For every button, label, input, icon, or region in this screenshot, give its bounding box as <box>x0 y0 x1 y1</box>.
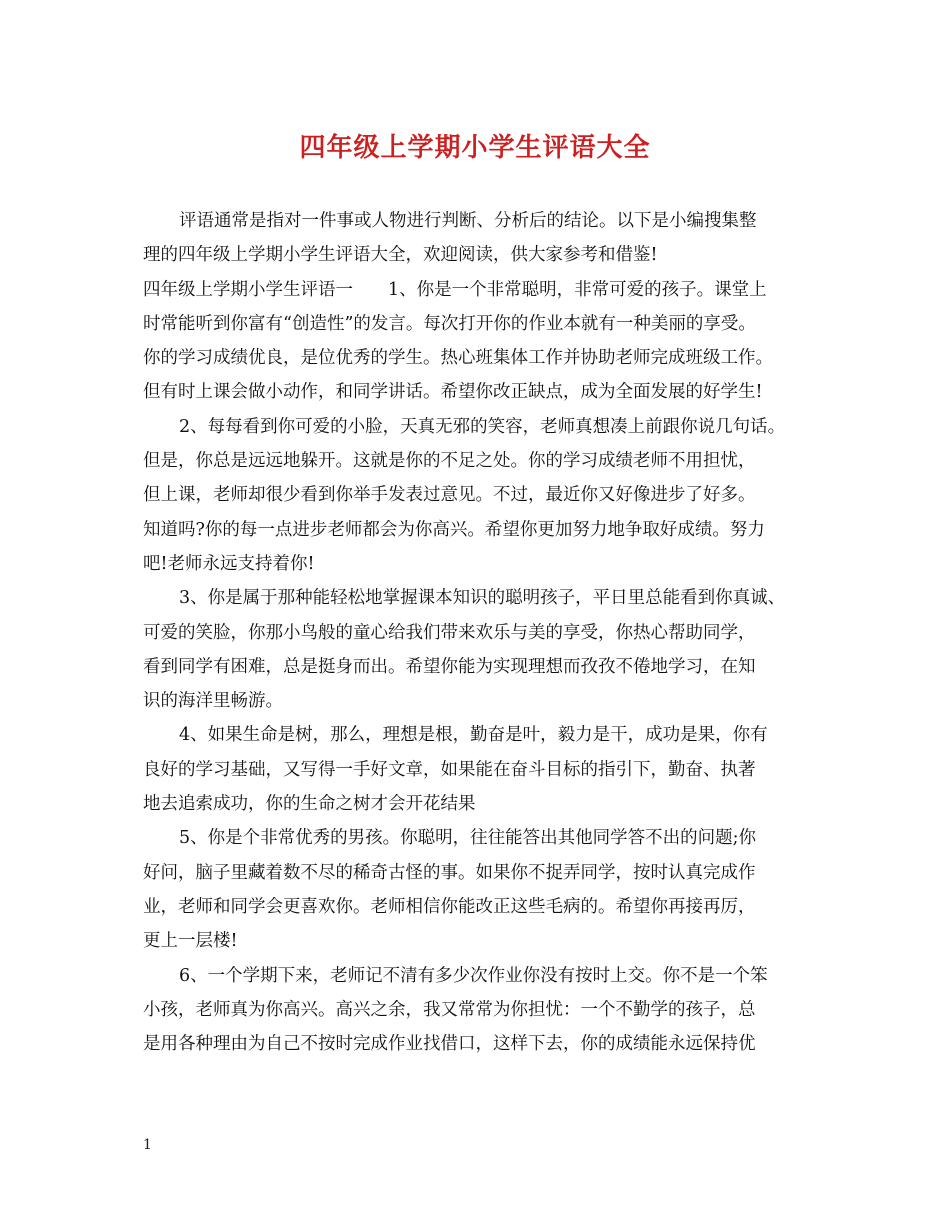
document-body <box>143 204 815 1061</box>
text-line: 但上课，老师却很少看到你举手发表过意见。不过，最近你又好像进步了好多。 <box>143 485 756 506</box>
text-line: 但有时上课会做小动作，和同学讲话。希望你改正缺点，成为全面发展的好学生! <box>143 382 763 403</box>
text-line: 5、你是个非常优秀的男孩。你聪明，往往能答出其他同学答不出的问题;你 <box>179 828 757 849</box>
document-title: 四年级上学期小学生评语大全 <box>299 133 651 163</box>
text-line: 四年级上学期小学生评语一 1、你是一个非常聪明，非常可爱的孩子。课堂上 <box>143 279 767 300</box>
text-line: 评语通常是指对一件事或人物进行判断、分析后的结论。以下是小编搜集整 <box>179 211 757 231</box>
text-line: 是用各种理由为自己不按时完成作业找借口，这样下去，你的成绩能永远保持优 <box>143 1034 756 1055</box>
text-line: 良好的学习基础，又写得一手好文章，如果能在奋斗目标的指引下，勤奋、执著 <box>143 759 756 780</box>
text-line: 好问，脑子里藏着数不尽的稀奇古怪的事。如果你不捉弄同学，按时认真完成作 <box>143 862 756 883</box>
text-line: 理的四年级上学期小学生评语大全，欢迎阅读，供大家参考和借鉴! <box>143 245 658 266</box>
text-line: 看到同学有困难，总是挺身而出。希望你能为实现理想而孜孜不倦地学习，在知 <box>143 656 756 677</box>
text-line: 4、如果生命是树，那么，理想是根，勤奋是叶，毅力是干，成功是果，你有 <box>179 725 768 746</box>
text-line: 可爱的笑脸，你那小鸟般的童心给我们带来欢乐与美的享受，你热心帮助同学， <box>143 622 756 643</box>
text-line: 地去追索成功，你的生命之树才会开花结果 <box>143 794 476 815</box>
text-line: 小孩，老师真为你高兴。高兴之余，我又常常为你担忧：一个不勤学的孩子，总 <box>143 999 756 1020</box>
text-line: 3、你是属于那种能轻松地掌握课本知识的聪明孩子，平日里总能看到你真诚、 <box>179 588 786 609</box>
text-line: 知道吗?你的每一点进步老师都会为你高兴。希望你更加努力地争取好成绩。努力 <box>143 519 765 540</box>
text-line: 业，老师和同学会更喜欢你。老师相信你能改正这些毛病的。希望你再接再厉， <box>143 896 756 917</box>
text-line: 但是，你总是远远地躲开。这就是你的不足之处。你的学习成绩老师不用担忧， <box>143 451 756 472</box>
text-line: 识的海洋里畅游。 <box>143 691 283 712</box>
text-line: 时常能听到你富有“创造性”的发言。每次打开你的作业本就有一种美丽的享受。 <box>143 313 756 334</box>
text-line: 2、每每看到你可爱的小脸，天真无邪的笑容，老师真想凑上前跟你说几句话。 <box>179 416 786 437</box>
text-line: 吧!老师永远支持着你! <box>143 553 315 574</box>
text-line: 更上一层楼! <box>143 931 238 952</box>
page-number: 1 <box>143 1137 152 1153</box>
text-line: 6、一个学期下来，老师记不清有多少次作业你没有按时上交。你不是一个笨 <box>179 965 768 986</box>
text-line: 你的学习成绩优良，是位优秀的学生。热心班集体工作并协助老师完成班级工作。 <box>143 348 773 369</box>
